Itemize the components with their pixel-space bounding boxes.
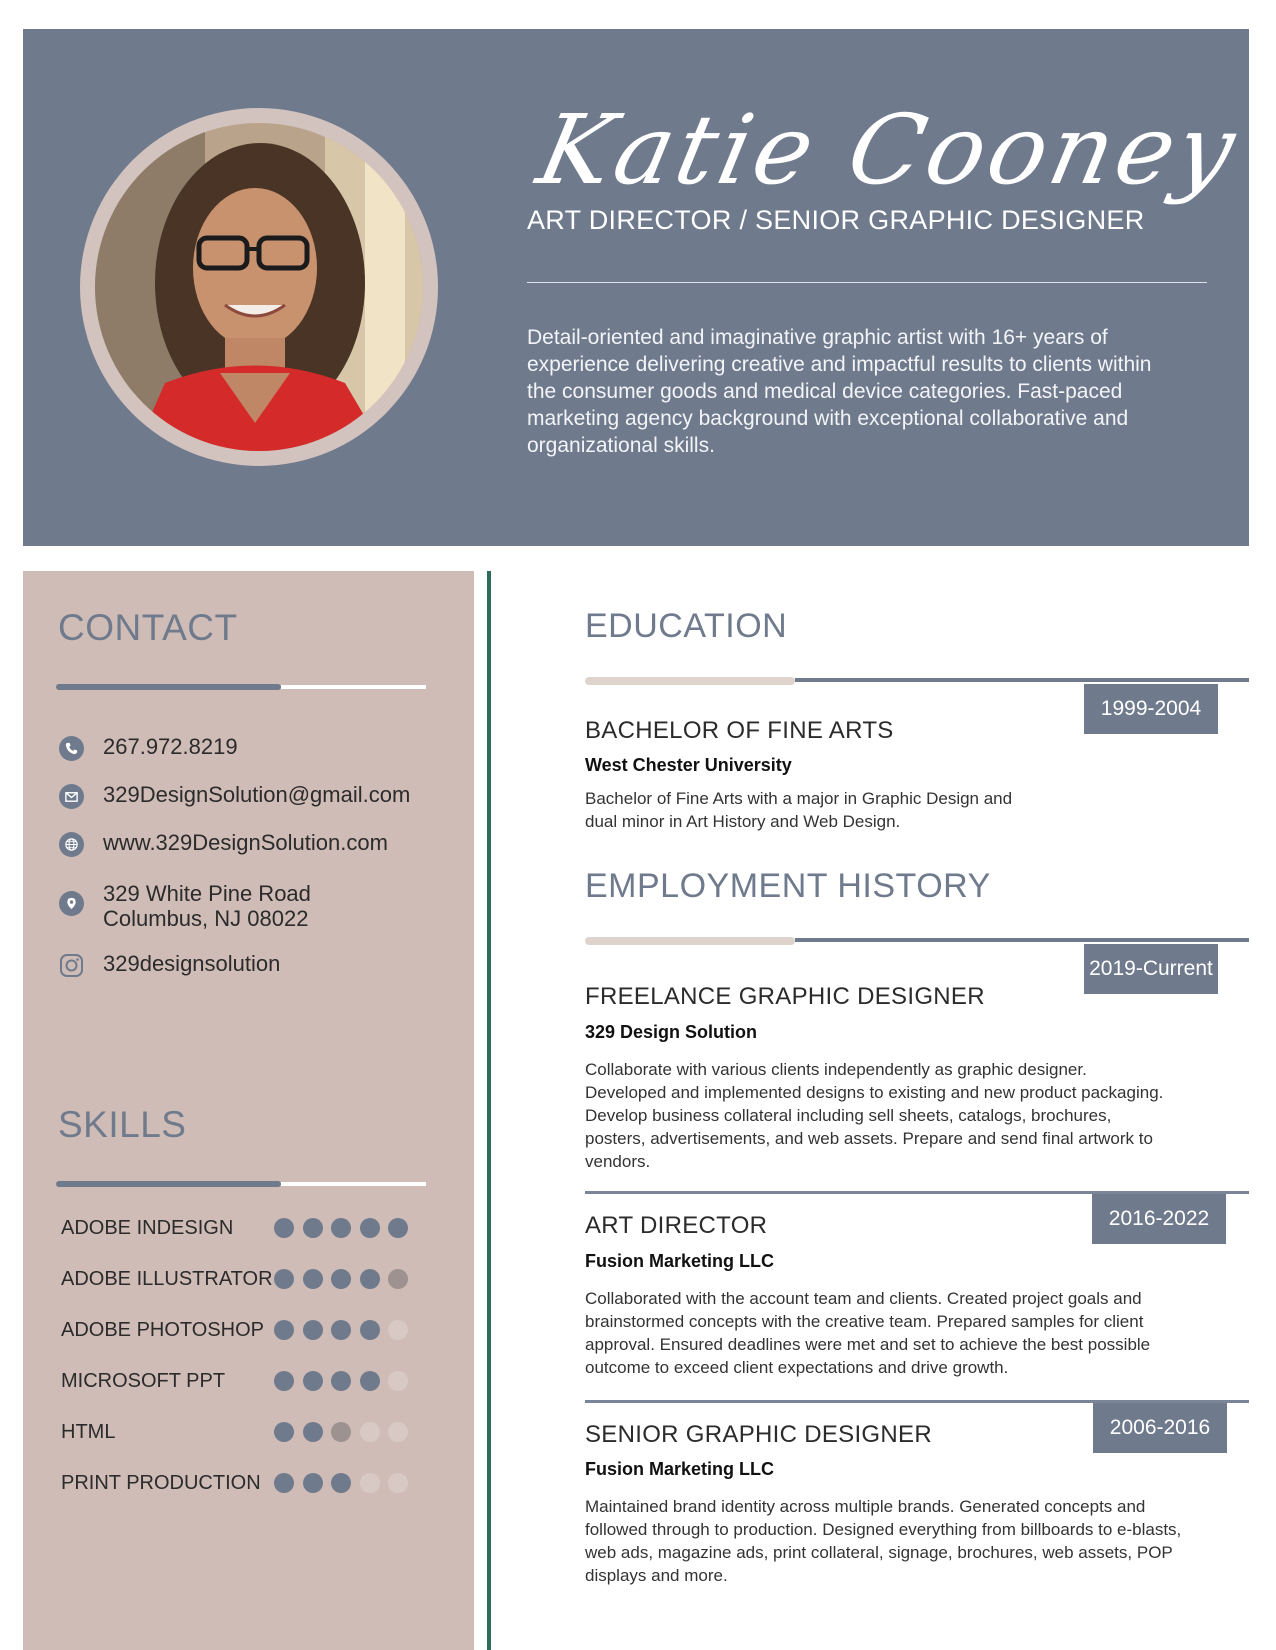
skill-rating-dot: [388, 1269, 408, 1289]
candidate-name: Katie Cooney: [528, 94, 1249, 206]
address-line-1: 329 White Pine Road: [103, 881, 311, 906]
instagram-handle: 329designsolution: [103, 951, 281, 976]
skill-rating-dot: [360, 1320, 380, 1340]
job-3-company: Fusion Marketing LLC: [585, 1459, 774, 1479]
skill-name: HTML: [61, 1421, 116, 1443]
skill-rating-dot: [360, 1269, 380, 1289]
skills-heading-rule: [56, 1181, 426, 1187]
skill-rating-dot: [303, 1473, 323, 1493]
skill-rating-dot: [388, 1320, 408, 1340]
phone-number: 267.972.8219: [103, 734, 238, 759]
skill-rating-dot: [274, 1422, 294, 1442]
globe-icon: [59, 832, 84, 857]
skill-name: ADOBE ILLUSTRATOR: [61, 1268, 273, 1290]
job-2-description: Collaborated with the account team and clients. Created project goals and brainstormed concepts with the creative team. Prepared samples for client approval. Ensured deadlines were met and set to achieve the best possible outcome to exceed client expectations and drive growth.: [585, 1289, 1151, 1377]
phone-icon: [59, 736, 84, 761]
envelope-icon: [59, 784, 84, 809]
skill-name: ADOBE PHOTOSHOP: [61, 1319, 265, 1341]
education-school: West Chester University: [585, 755, 792, 775]
skill-rating-dot: [360, 1473, 380, 1493]
skill-rating-dot: [331, 1473, 351, 1493]
skills-heading: SKILLS: [58, 1104, 187, 1145]
skill-rating-dot: [388, 1473, 408, 1493]
column-divider: [487, 571, 491, 1650]
contact-website[interactable]: [59, 830, 388, 857]
instagram-icon: [59, 953, 84, 978]
job-3-title: SENIOR GRAPHIC DESIGNER: [585, 1421, 932, 1448]
skill-rating-dot: [360, 1218, 380, 1238]
skill-row: [61, 1470, 421, 1496]
skill-rating-dot: [303, 1269, 323, 1289]
contact-phone[interactable]: [59, 734, 238, 761]
job-2-title: ART DIRECTOR: [585, 1212, 768, 1239]
job-2-date-badge: 2016-2022: [1092, 1194, 1226, 1244]
profile-photo-frame: [80, 108, 438, 466]
skill-row: [61, 1266, 421, 1292]
profile-photo: [95, 123, 423, 451]
contact-heading-rule: [56, 684, 426, 690]
job-1-date-badge: 2019-Current: [1084, 944, 1218, 994]
job-1-company: 329 Design Solution: [585, 1022, 758, 1042]
skill-row: [61, 1368, 421, 1394]
job-1-description: Collaborate with various clients independently as graphic designer. Developed and implemented designs to existing and new product packaging. Develop business collateral including sell sheets, catalogs, brochures, posters, advertisements, and web assets. Prepare and send final artwork to vendors.: [585, 1060, 1164, 1171]
skill-rating-dot: [274, 1371, 294, 1391]
skill-rating-dot: [388, 1371, 408, 1391]
education-date-badge: 1999-2004: [1084, 684, 1218, 734]
skill-row: [61, 1419, 421, 1445]
skill-rating-dot: [274, 1320, 294, 1340]
contact-heading: CONTACT: [58, 607, 238, 648]
skill-name: MICROSOFT PPT: [61, 1370, 226, 1392]
skill-rating-dot: [388, 1422, 408, 1442]
education-description: Bachelor of Fine Arts with a major in Graphic Design and dual minor in Art History and Web Design.: [585, 789, 1013, 831]
address-line-2: Columbus, NJ 08022: [103, 906, 309, 931]
job-3-date-badge: 2006-2016: [1093, 1403, 1227, 1453]
skill-row: [61, 1215, 421, 1241]
skill-name: PRINT PRODUCTION: [61, 1472, 261, 1494]
profile-summary: Detail-oriented and imaginative graphic artist with 16+ years of experience delivering creative and impactful results to clients within the consumer goods and medical device categories. Fast-paced marketing agency background with exceptional collaborative and organizational skills.: [527, 326, 1152, 457]
education-heading: EDUCATION: [585, 607, 788, 645]
skill-rating-dot: [360, 1422, 380, 1442]
skill-rating-dot: [303, 1371, 323, 1391]
skill-rating-dot: [388, 1218, 408, 1238]
skill-rating-dot: [274, 1218, 294, 1238]
job-3-description: Maintained brand identity across multiple brands. Generated concepts and followed through to production. Designed everything from billboards to e-blasts, web ads, magazine ads, print collateral, signage, brochures, web assets, POP displays and more.: [585, 1497, 1182, 1585]
job-1-title: FREELANCE GRAPHIC DESIGNER: [585, 983, 985, 1010]
skill-rating-dot: [303, 1218, 323, 1238]
contact-email[interactable]: [59, 782, 410, 809]
employment-heading: EMPLOYMENT HISTORY: [585, 867, 991, 905]
skill-row: [61, 1317, 421, 1343]
skill-name: ADOBE INDESIGN: [61, 1217, 234, 1239]
skill-rating-dot: [274, 1269, 294, 1289]
skill-rating-dot: [331, 1218, 351, 1238]
skill-rating-dot: [331, 1269, 351, 1289]
header-divider: [527, 282, 1207, 283]
contact-address: [59, 881, 311, 931]
contact-instagram[interactable]: [59, 951, 280, 978]
education-degree: BACHELOR OF FINE ARTS: [585, 717, 894, 744]
job-title-headline: ART DIRECTOR / SENIOR GRAPHIC DESIGNER: [527, 205, 1145, 235]
job-2-company: Fusion Marketing LLC: [585, 1251, 774, 1271]
skill-rating-dot: [331, 1422, 351, 1442]
website-url: www.329DesignSolution.com: [103, 830, 388, 855]
location-pin-icon: [59, 891, 84, 916]
skill-rating-dot: [331, 1320, 351, 1340]
email-address: 329DesignSolution@gmail.com: [103, 782, 411, 807]
skill-rating-dot: [303, 1422, 323, 1442]
skill-rating-dot: [331, 1371, 351, 1391]
skill-rating-dot: [274, 1473, 294, 1493]
skill-rating-dot: [303, 1320, 323, 1340]
skill-rating-dot: [360, 1371, 380, 1391]
